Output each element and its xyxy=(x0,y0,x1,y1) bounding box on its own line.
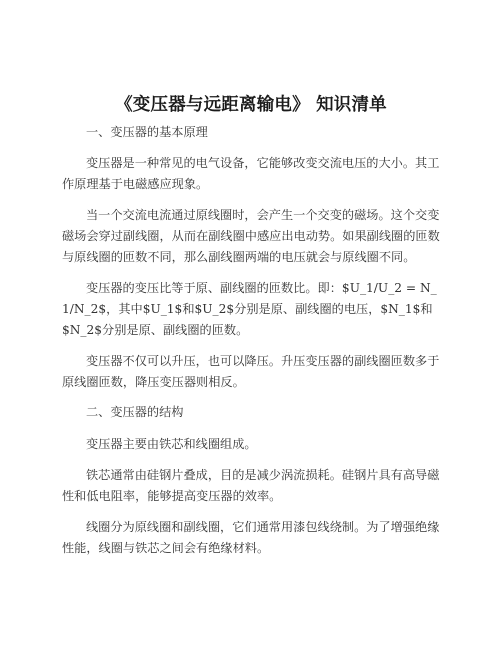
paragraph-coils: 线圈分为原线圈和副线圈，它们通常用漆包线绕制。为了增强绝缘性能，线圈与铁芯之间会有绝缘材料。 xyxy=(62,520,440,555)
paragraph-components: 变压器主要由铁芯和线圈组成。 xyxy=(86,437,257,451)
section-heading-structure: 二、变压器的结构 xyxy=(86,405,184,419)
section-heading-basic-principle: 一、变压器的基本原理 xyxy=(86,125,208,139)
paragraph-induction: 当一个交流电流通过原线圈时，会产生一个交变的磁场。这个交变磁场会穿过副线圈，从而在副线圈中感应出电动势。如果副线圈的匝数与原线圈的匝数不同，那么副线圈两端的电压就会与原线圈不同。 xyxy=(62,208,440,264)
paragraph-iron-core: 铁芯通常由硅钢片叠成，目的是减少涡流损耗。硅钢片具有高导磁性和低电阻率，能够提高变压器的效率。 xyxy=(62,468,440,503)
paragraph-step-up-down: 变压器不仅可以升压，也可以降压。升压变压器的副线圈匝数多于原线圈匝数，降压变压器则相反。 xyxy=(62,354,440,389)
document-title: 《变压器与远距离输电》 知识清单 xyxy=(115,95,387,115)
paragraph-definition: 变压器是一种常见的电气设备，它能够改变交流电压的大小。其工作原理基于电磁感应现象。 xyxy=(62,156,440,191)
paragraph-turns-ratio: 变压器的变压比等于原、副线圈的匝数比。即：$U_1/U_2 = N_1/N_2$，其中$U_1$和$U_2$分别是原、副线圈的电压，$N_1$和$N_2$分别是原、副线圈的匝数。 xyxy=(62,281,437,337)
